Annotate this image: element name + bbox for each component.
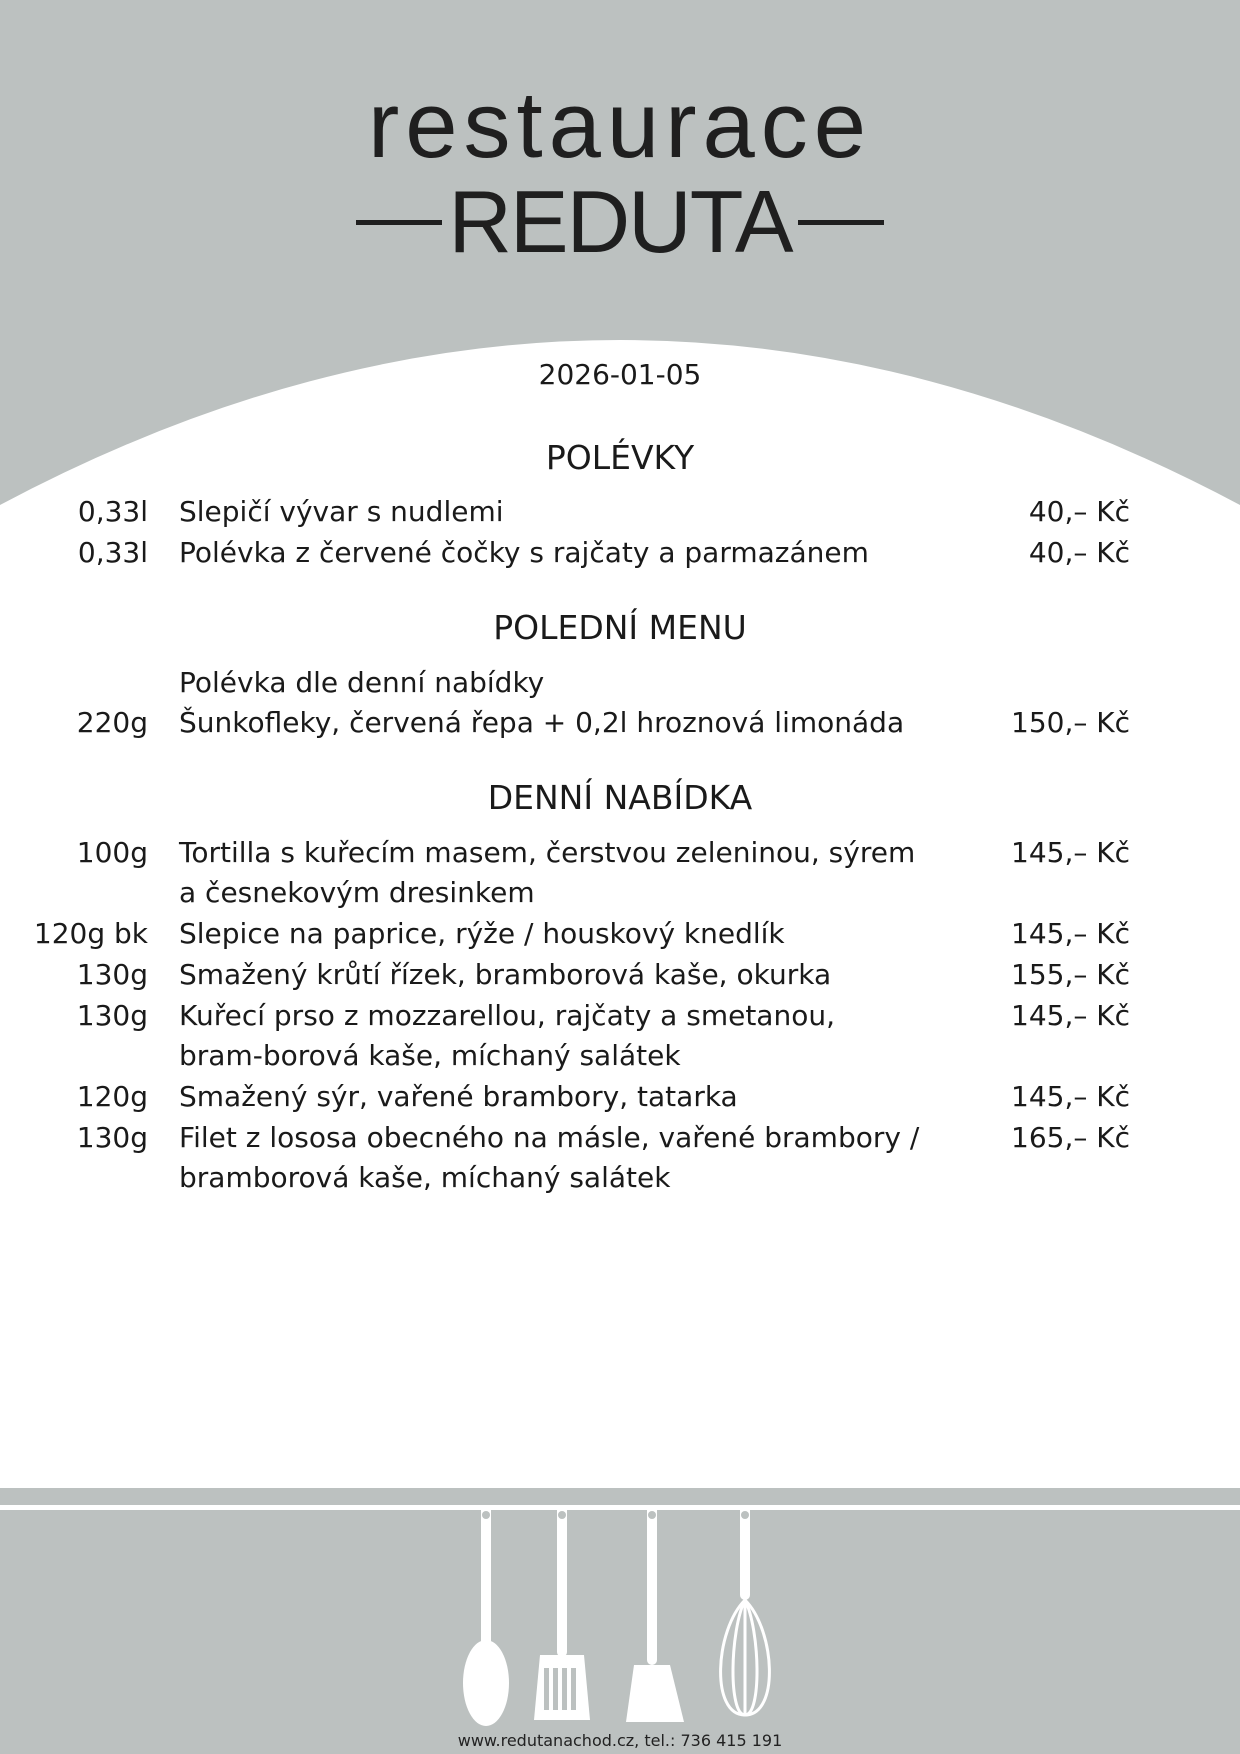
section-title-soups: POLÉVKY [545,438,695,477]
brand-title: REDUTA [448,172,792,271]
item-price: 155,– Kč [1011,958,1130,991]
footer-contact: www.redutanachod.cz, tel.: 736 415 191 [457,1731,783,1750]
item-price: 145,– Kč [1011,917,1130,950]
item-price: 40,– Kč [1028,495,1130,528]
item-quantity: 130g [76,958,148,991]
menu-date: 2026-01-05 [538,358,702,391]
item-quantity: 130g [76,999,148,1032]
item-name: Slepičí vývar s nudlemi [179,495,504,528]
item-name: Polévka z červené čočky s rajčaty a parmazánem [179,536,869,569]
item-name: Filet z lososa obecného na másle, vařené brambory / bramborová kaše, míchaný salátek [179,1121,920,1194]
item-quantity: 0,33l [77,495,148,528]
item-name: Tortilla s kuřecím masem, čerstvou zeleninou, sýrem a česnekovým dresinkem [179,836,916,909]
item-price: 145,– Kč [1011,999,1130,1032]
item-name: Smažený sýr, vařené brambory, tatarka [179,1080,738,1113]
item-name: Slepice na paprice, rýže / houskový knedlík [179,917,785,950]
footer-band [0,1488,1240,1754]
item-quantity: 100g [76,836,148,869]
brand-name-restaurace: restaurace [367,72,873,177]
item-quantity: 120g [76,1080,148,1113]
item-price: 145,– Kč [1011,1080,1130,1113]
item-price: 40,– Kč [1028,536,1130,569]
section-title-lunch: POLEDNÍ MENU [493,608,747,647]
item-name: Polévka dle denní nabídky [179,666,545,699]
item-name: Smažený krůtí řízek, bramborová kaše, okurka [179,958,832,991]
item-quantity: 120g bk [33,917,148,950]
item-quantity: 220g [76,706,148,739]
section-title-daily: DENNÍ NABÍDKA [487,778,753,817]
brand-dash-left [356,220,442,225]
brand-dash-right [798,220,884,225]
item-quantity: 130g [76,1121,148,1154]
utensil-rail [0,1505,1240,1510]
item-name: Kuřecí prso z mozzarellou, rajčaty a smetanou, bram-borová kaše, míchaný salátek [179,999,835,1072]
item-price: 145,– Kč [1011,836,1130,869]
item-price: 150,– Kč [1011,706,1130,739]
item-price: 165,– Kč [1011,1121,1130,1154]
item-quantity: 0,33l [77,536,148,569]
item-name: Šunkofleky, červená řepa + 0,2l hroznová limonáda [179,706,905,739]
brand-name-reduta [0,172,1240,271]
